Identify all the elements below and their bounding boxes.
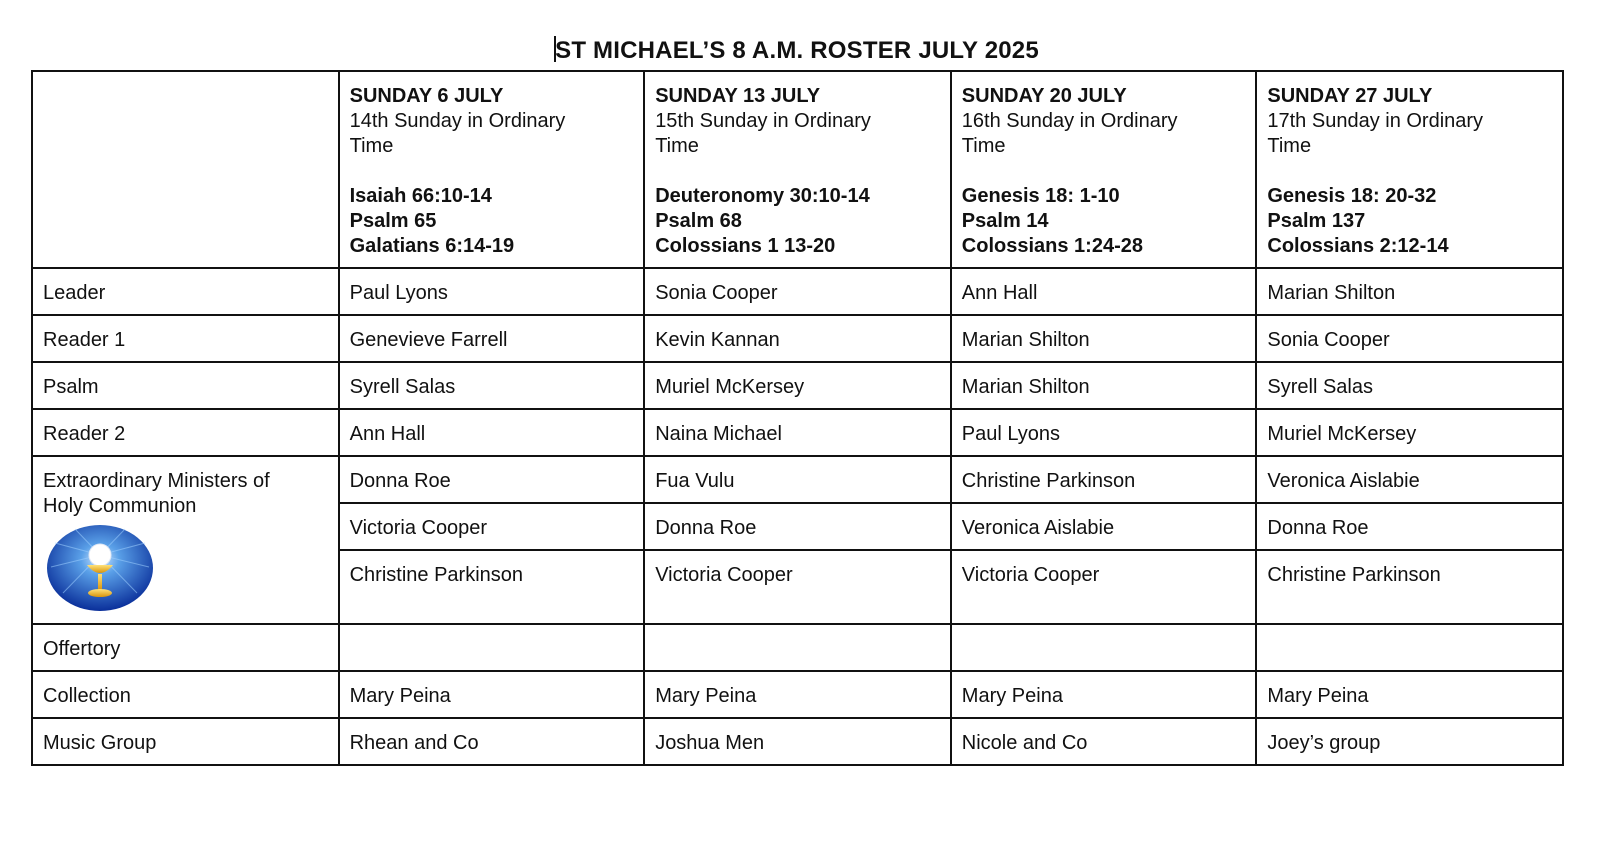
header-row	[32, 71, 1563, 268]
assignee-cell: Rhean and Co	[339, 718, 645, 765]
week-psalm: Psalm 65	[349, 210, 437, 232]
week-date: SUNDAY 27 JULY	[1267, 85, 1433, 107]
assignee-cell: Syrell Salas	[339, 362, 645, 409]
assignee-cell: Nicole and Co	[951, 718, 1257, 765]
week-first-reading: Isaiah 66:10-14	[349, 185, 492, 207]
assignee-cell: Donna Roe	[1256, 503, 1563, 550]
assignee-cell: Victoria Cooper	[951, 550, 1257, 624]
assignee-cell: Paul Lyons	[339, 268, 645, 315]
week-second-reading: Colossians 1:24-28	[961, 235, 1143, 257]
assignee-cell: Kevin Kannan	[644, 315, 951, 362]
assignee-cell: Marian Shilton	[951, 315, 1257, 362]
header-corner-cell	[32, 71, 339, 268]
week-psalm: Psalm 137	[1267, 210, 1366, 232]
assignee-cell	[644, 624, 951, 671]
assignee-cell: Donna Roe	[339, 456, 645, 503]
role-label: Leader	[32, 268, 339, 315]
row-offertory	[32, 624, 1563, 671]
page-title	[31, 36, 1562, 65]
week-occasion: 17th Sunday in Ordinary	[1267, 110, 1484, 132]
role-label-ministers	[32, 456, 339, 624]
assignee-cell	[339, 624, 645, 671]
assignee-cell: Sonia Cooper	[644, 268, 951, 315]
ministers-label-line2: Holy Communion	[43, 495, 197, 517]
week-occasion-cont: Time	[961, 135, 1006, 157]
chalice-host-icon	[45, 523, 155, 613]
page-title-text: ST MICHAEL’S 8 A.M. ROSTER JULY 2025	[555, 37, 1039, 64]
week-occasion: 14th Sunday in Ordinary	[349, 110, 566, 132]
row-leader	[32, 268, 1563, 315]
week-first-reading: Genesis 18: 1-10	[961, 185, 1120, 207]
row-eucharistic-ministers-1	[32, 456, 1563, 503]
assignee-cell: Naina Michael	[644, 409, 951, 456]
ministers-label-line1: Extraordinary Ministers of	[43, 470, 270, 492]
assignee-cell: Victoria Cooper	[644, 550, 951, 624]
week-occasion-cont: Time	[655, 135, 699, 157]
assignee-cell: Veronica Aislabie	[1256, 456, 1563, 503]
assignee-cell: Genevieve Farrell	[339, 315, 645, 362]
assignee-cell: Joey’s group	[1256, 718, 1563, 765]
role-label: Music Group	[32, 718, 339, 765]
row-reader-2	[32, 409, 1563, 456]
assignee-cell: Marian Shilton	[951, 362, 1257, 409]
assignee-cell: Sonia Cooper	[1256, 315, 1563, 362]
role-label: Reader 2	[32, 409, 339, 456]
week-second-reading: Colossians 2:12-14	[1267, 235, 1449, 257]
assignee-cell: Ann Hall	[339, 409, 645, 456]
week-header-cell	[951, 71, 1257, 268]
week-header-cell	[644, 71, 951, 268]
role-label: Offertory	[32, 624, 339, 671]
assignee-cell: Mary Peina	[644, 671, 951, 718]
assignee-cell: Christine Parkinson	[951, 456, 1257, 503]
assignee-cell: Marian Shilton	[1256, 268, 1563, 315]
week-occasion: 16th Sunday in Ordinary	[961, 110, 1178, 132]
assignee-cell: Donna Roe	[644, 503, 951, 550]
chalice-base	[88, 589, 112, 597]
week-psalm: Psalm 68	[655, 210, 742, 232]
row-music-group	[32, 718, 1563, 765]
week-date: SUNDAY 6 JULY	[349, 85, 504, 107]
assignee-cell: Paul Lyons	[951, 409, 1257, 456]
assignee-cell	[1256, 624, 1563, 671]
assignee-cell: Fua Vulu	[644, 456, 951, 503]
assignee-cell: Mary Peina	[1256, 671, 1563, 718]
chalice-stem	[98, 574, 102, 590]
week-header-cell	[1256, 71, 1563, 268]
assignee-cell: Syrell Salas	[1256, 362, 1563, 409]
week-first-reading: Genesis 18: 20-32	[1267, 185, 1437, 207]
assignee-cell: Mary Peina	[339, 671, 645, 718]
assignee-cell: Christine Parkinson	[339, 550, 645, 624]
row-reader-1	[32, 315, 1563, 362]
assignee-cell: Muriel McKersey	[644, 362, 951, 409]
week-occasion: 15th Sunday in Ordinary	[655, 110, 871, 132]
week-date: SUNDAY 13 JULY	[655, 85, 821, 107]
assignee-cell	[951, 624, 1257, 671]
roster-table	[31, 70, 1564, 766]
assignee-cell: Ann Hall	[951, 268, 1257, 315]
week-second-reading: Colossians 1 13-20	[655, 235, 836, 257]
host-wafer	[89, 544, 111, 566]
assignee-cell: Mary Peina	[951, 671, 1257, 718]
assignee-cell: Joshua Men	[644, 718, 951, 765]
week-date: SUNDAY 20 JULY	[961, 85, 1127, 107]
role-label: Collection	[32, 671, 339, 718]
week-occasion-cont: Time	[349, 135, 394, 157]
week-first-reading: Deuteronomy 30:10-14	[655, 185, 870, 207]
role-label: Reader 1	[32, 315, 339, 362]
assignee-cell: Victoria Cooper	[339, 503, 645, 550]
assignee-cell: Muriel McKersey	[1256, 409, 1563, 456]
row-collection	[32, 671, 1563, 718]
row-psalm	[32, 362, 1563, 409]
week-psalm: Psalm 14	[961, 210, 1049, 232]
assignee-cell: Veronica Aislabie	[951, 503, 1257, 550]
week-occasion-cont: Time	[1267, 135, 1312, 157]
week-second-reading: Galatians 6:14-19	[349, 235, 515, 257]
week-header-cell	[339, 71, 645, 268]
assignee-cell: Christine Parkinson	[1256, 550, 1563, 624]
role-label: Psalm	[32, 362, 339, 409]
